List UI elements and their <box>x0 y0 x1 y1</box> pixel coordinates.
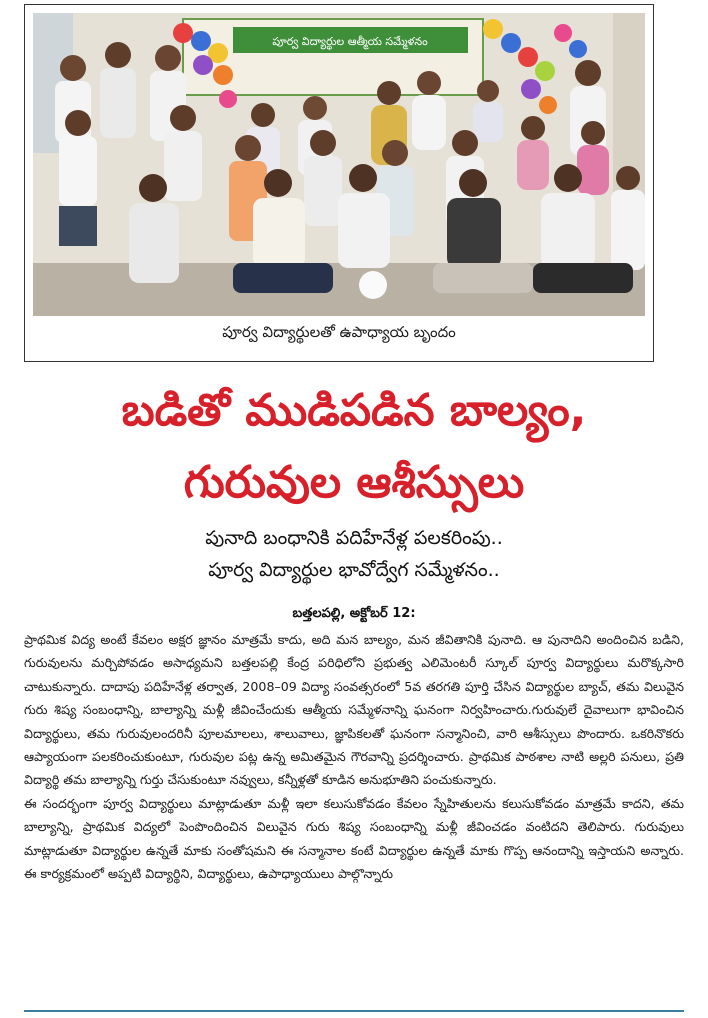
photo-caption: పూర్వ విద్యార్థులతో ఉపాధ్యాయ బృందం <box>222 323 456 341</box>
subheadline-line-1: పునాది బంధానికి పదిహేనేళ్ల పలకరింపు.. <box>205 527 503 549</box>
dateline: బత్తలపల్లి, అక్టోబర్ 12: <box>292 606 416 621</box>
banner-text: పూర్వ విద్యార్థుల ఆత్మీయ సమ్మేళనం <box>272 35 428 48</box>
headline-line-2: గురువుల ఆశీస్సులు <box>183 457 525 508</box>
bottom-rule <box>24 1010 684 1012</box>
subheadline-line-2: పూర్వ విద్యార్థుల భావోద్వేగ సమ్మేళనం.. <box>208 559 500 581</box>
group-photo <box>33 13 645 316</box>
headline <box>30 375 678 519</box>
news-photo-frame <box>24 4 654 362</box>
article-body <box>24 628 684 885</box>
group-photo-illustration <box>33 13 645 316</box>
headline-line-1: బడితో ముడిపడిన బాల్యం, <box>121 385 587 436</box>
subheadline <box>0 522 708 586</box>
article-paragraph-2: ఈ సందర్భంగా పూర్వ విద్యార్థులు మాట్లాడుతూ మళ్లీ ఇలా కలుసుకోవడం కేవలం స్నేహితులను కలుసుకోవడం మాత్రమే కాదని, తమ బాల్యాన్ని, ప్రాథమిక విద్యలో పెంపొందించిన విలువైన గురు శిష్య సంబంధాన్ని మళ్లీ జీవించడం వంటిదని తెలిపారు. గురువులు మాట్లాడుతూ విద్యార్థుల ఉన్నతే మాకు సంతోషమని ఈ సన్మానాల కంటే విద్యార్థుల ఉన్నతే మాకు గొప్ప ఆనందాన్ని ఇస్తాయని అన్నారు. ఈ కార్యక్రమంలో అప్పటి విద్యార్థిని, విద్యార్థులు, ఉపాధ్యాయులు పాల్గొన్నారు <box>24 795 684 882</box>
article-paragraph-1: ప్రాథమిక విద్య అంటే కేవలం అక్షర జ్ఞానం మాత్రమే కాదు, అది మన బాల్యం, మన జీవితానికి పునాది. ఆ పునాదిని అందించిన బడిని, గురువులను మర్చిపోవడం అసాధ్యమని బత్తలపల్లి కేంద్ర పరిధిలోని ప్రభుత్వ ఎలిమెంటరీ స్కూల్ పూర్వ విద్యార్థులు మరొక్కసారి చాటుకున్నారు. దాదాపు పదిహేనేళ్ల తర్వాత, 2008–09 విద్యా సంవత్సరంలో 5వ తరగతి పూర్తి చేసిన విద్యార్థుల బ్యాచ్, తమ విలువైన గురు శిష్య సంబంధాన్ని, బాల్యాన్ని మళ్లీ జీవించేందుకు ఆత్మీయ సమ్మేళనాన్ని ఘనంగా నిర్వహించారు.గురువులే దైవాలుగా భావించిన విద్యార్థులు, తమ గురువులందరినీ పూలమాలలు, శాలువాలు, జ్ఞాపికలతో ఘనంగా సన్మానించి, వారి ఆశీస్సులు పొందారు. ఒకరినొకరు ఆప్యాయంగా పలకరించుకుంటూ, గురువుల పట్ల ఉన్న అమితమైన గౌరవాన్ని ప్రదర్శించారు. ప్రాథమిక పాఠశాల నాటి అల్లరి పనులు, ప్రతి విద్యార్థి తమ బాల్యాన్ని గుర్తు చేసుకుంటూ నవ్వులు, కన్నీళ్లతో కూడిన అనుభూతిని పంచుకున్నారు. <box>24 632 684 788</box>
